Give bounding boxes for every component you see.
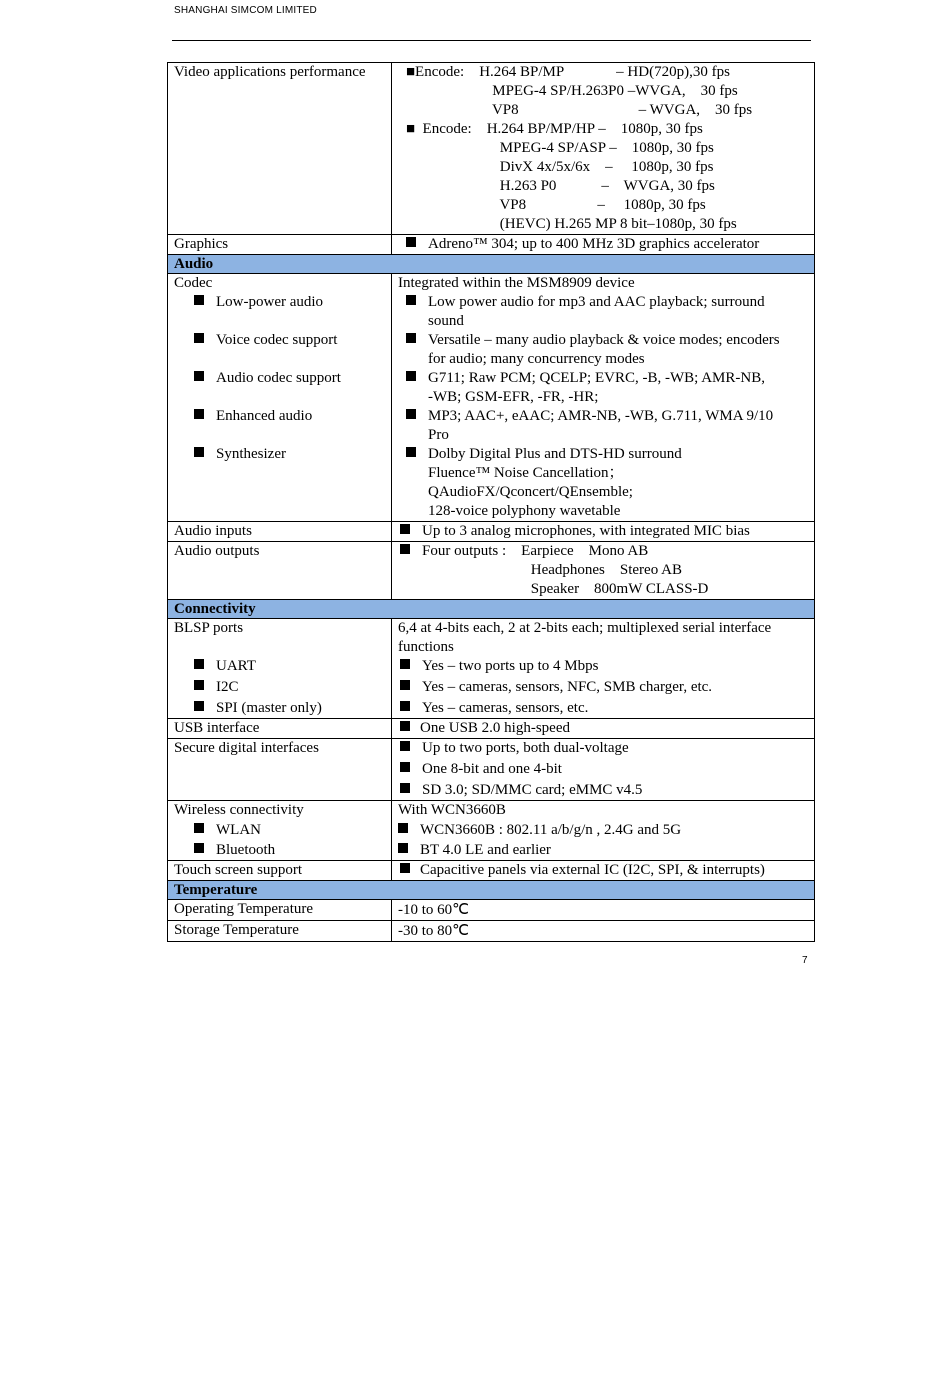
row-label: Audio outputs [174, 543, 260, 559]
bullet-icon [194, 843, 204, 853]
bullet-icon [400, 659, 410, 669]
bullet-icon [398, 823, 408, 833]
bullet-icon [406, 237, 416, 247]
value-audio-outputs [392, 542, 815, 600]
blsp-value: Yes – cameras, sensors, NFC, SMB charger, etc. [422, 679, 713, 695]
row-value: -10 to 60℃ [398, 902, 470, 918]
label-secure-digital [168, 739, 392, 801]
label-usb [168, 719, 392, 739]
row-label: Touch screen support [174, 862, 303, 878]
bullet-icon [398, 843, 408, 853]
bullet-icon [194, 701, 204, 711]
bullet-icon [400, 762, 410, 772]
value-usb [392, 719, 815, 739]
bullet-icon [194, 659, 204, 669]
bullet-icon [194, 409, 204, 419]
sub-label: WLAN [216, 822, 261, 838]
video-line: (HEVC) H.265 MP 8 bit–1080p, 30 fps [406, 216, 737, 232]
codec-value-cont: Pro [428, 427, 449, 443]
sub-label: I2C [216, 679, 239, 695]
video-line: MPEG-4 SP/H.263P0 –WVGA, 30 fps [406, 83, 738, 99]
codec-value: Versatile – many audio playback & voice modes; encoders [428, 332, 780, 348]
output-line: Headphones Stereo AB [422, 562, 682, 578]
wireless-value: BT 4.0 LE and earlier [420, 842, 551, 858]
video-line: H.263 P0 – WVGA, 30 fps [406, 178, 715, 194]
label-audio-inputs [168, 522, 392, 542]
bullet-icon [400, 701, 410, 711]
bullet-icon [406, 447, 416, 457]
value-secure-digital [392, 739, 815, 801]
video-line: VP8 – WVGA, 30 fps [406, 102, 753, 118]
bullet-icon [400, 680, 410, 690]
bullet-icon [400, 524, 410, 534]
row-label: Graphics [174, 236, 229, 252]
section-header-connectivity [168, 600, 815, 619]
value-storage-temperature [392, 921, 815, 942]
bullet-icon [406, 295, 416, 305]
table-row-wireless [168, 801, 815, 861]
blsp-intro-cont: functions [398, 639, 454, 655]
table-row-storage-temperature [168, 921, 815, 942]
row-label: BLSP ports [174, 620, 244, 636]
table-row-secure-digital [168, 739, 815, 801]
video-line: DivX 4x/5x/6x – 1080p, 30 fps [406, 159, 714, 175]
row-value: One USB 2.0 high-speed [420, 720, 570, 736]
row-value: Adreno™ 304; up to 400 MHz 3D graphics accelerator [428, 236, 760, 252]
video-line: MPEG-4 SP/ASP – 1080p, 30 fps [406, 140, 714, 156]
bullet-icon [406, 333, 416, 343]
value-graphics [392, 235, 815, 255]
codec-value: G711; Raw PCM; QCELP; EVRC, -B, -WB; AMR-NB, [428, 370, 765, 386]
blsp-intro: 6,4 at 4-bits each, 2 at 2-bits each; multiplexed serial interface [398, 620, 772, 636]
codec-value: MP3; AAC+, eAAC; AMR-NB, -WB, G.711, WMA 9/10 [428, 408, 774, 424]
section-title: Audio [168, 255, 815, 274]
label-audio-outputs [168, 542, 392, 600]
page-number: 7 [802, 955, 808, 966]
company-header: SHANGHAI SIMCOM LIMITED [174, 5, 317, 16]
row-label: Wireless connectivity [174, 802, 304, 818]
sd-value: One 8-bit and one 4-bit [422, 761, 562, 777]
row-value: Up to 3 analog microphones, with integrated MIC bias [422, 523, 750, 539]
codec-extra: Fluence™ Noise Cancellation； [428, 465, 624, 481]
bullet-icon [194, 371, 204, 381]
wireless-intro: With WCN3660B [398, 802, 506, 818]
label-graphics [168, 235, 392, 255]
section-title: Connectivity [168, 600, 815, 619]
table-row-operating-temperature [168, 900, 815, 921]
value-wireless [392, 801, 815, 861]
output-line: Four outputs : Earpiece Mono AB [422, 543, 649, 559]
value-touch [392, 861, 815, 881]
table-row-blsp [168, 619, 815, 719]
row-label: Storage Temperature [174, 922, 299, 938]
bullet-icon [400, 544, 410, 554]
codec-value: Low power audio for mp3 and AAC playback; surround [428, 294, 765, 310]
codec-extra: 128-voice polyphony wavetable [428, 503, 621, 519]
row-label: Codec [174, 275, 213, 291]
label-operating-temperature [168, 900, 392, 921]
sub-label: Enhanced audio [216, 408, 313, 424]
value-blsp [392, 619, 815, 719]
table-row-video [168, 63, 815, 235]
bullet-icon [406, 409, 416, 419]
bullet-icon [194, 823, 204, 833]
row-label: Video applications performance [174, 64, 366, 80]
table-row-graphics [168, 235, 815, 255]
sub-label: UART [216, 658, 256, 674]
codec-intro: Integrated within the MSM8909 device [398, 275, 635, 291]
label-storage-temperature [168, 921, 392, 942]
codec-extra: QAudioFX/Qconcert/QEnsemble; [428, 484, 633, 500]
codec-value: Dolby Digital Plus and DTS-HD surround [428, 446, 682, 462]
blsp-value: Yes – two ports up to 4 Mbps [422, 658, 599, 674]
label-blsp [168, 619, 392, 719]
section-header-audio [168, 255, 815, 274]
sub-label: SPI (master only) [216, 700, 322, 716]
row-value: Capacitive panels via external IC (I2C, SPI, & interrupts) [420, 862, 765, 878]
sub-label: Voice codec support [216, 332, 338, 348]
table-row-usb [168, 719, 815, 739]
section-title: Temperature [168, 881, 815, 900]
row-value: -30 to 80℃ [398, 923, 470, 939]
sub-label: Audio codec support [216, 370, 341, 386]
codec-value-cont: -WB; GSM-EFR, -FR, -HR; [428, 389, 599, 405]
video-line: ■Encode: H.264 BP/MP – HD(720p),30 fps [406, 64, 730, 80]
codec-value-cont: sound [428, 313, 464, 329]
bullet-icon [400, 741, 410, 751]
bullet-icon [400, 863, 410, 873]
table-row-audio-inputs [168, 522, 815, 542]
sd-value: SD 3.0; SD/MMC card; eMMC v4.5 [422, 782, 643, 798]
bullet-icon [194, 295, 204, 305]
value-video [392, 63, 815, 235]
blsp-value: Yes – cameras, sensors, etc. [422, 700, 589, 716]
bullet-icon [194, 333, 204, 343]
section-header-temperature [168, 881, 815, 900]
label-video [168, 63, 392, 235]
value-codec [392, 274, 815, 522]
spec-table [167, 62, 815, 942]
row-label: Audio inputs [174, 523, 252, 539]
codec-value-cont: for audio; many concurrency modes [428, 351, 645, 367]
value-operating-temperature [392, 900, 815, 921]
table-row-codec [168, 274, 815, 522]
sub-label: Synthesizer [216, 446, 286, 462]
row-label: USB interface [174, 720, 260, 736]
sub-label: Bluetooth [216, 842, 276, 858]
label-touch [168, 861, 392, 881]
bullet-icon [194, 680, 204, 690]
bullet-icon [400, 783, 410, 793]
header-rule [172, 40, 811, 41]
wireless-value: WCN3660B : 802.11 a/b/g/n , 2.4G and 5G [420, 822, 682, 838]
row-label: Secure digital interfaces [174, 740, 319, 756]
bullet-icon [406, 371, 416, 381]
output-line: Speaker 800mW CLASS-D [422, 581, 709, 597]
video-line: VP8 – 1080p, 30 fps [406, 197, 706, 213]
sd-value: Up to two ports, both dual-voltage [422, 740, 629, 756]
value-audio-inputs [392, 522, 815, 542]
row-label: Operating Temperature [174, 901, 314, 917]
bullet-icon [400, 721, 410, 731]
video-line: ■ Encode: H.264 BP/MP/HP – 1080p, 30 fps [406, 121, 703, 137]
table-row-touch [168, 861, 815, 881]
sub-label: Low-power audio [216, 294, 324, 310]
label-codec [168, 274, 392, 522]
label-wireless [168, 801, 392, 861]
bullet-icon [194, 447, 204, 457]
table-row-audio-outputs [168, 542, 815, 600]
